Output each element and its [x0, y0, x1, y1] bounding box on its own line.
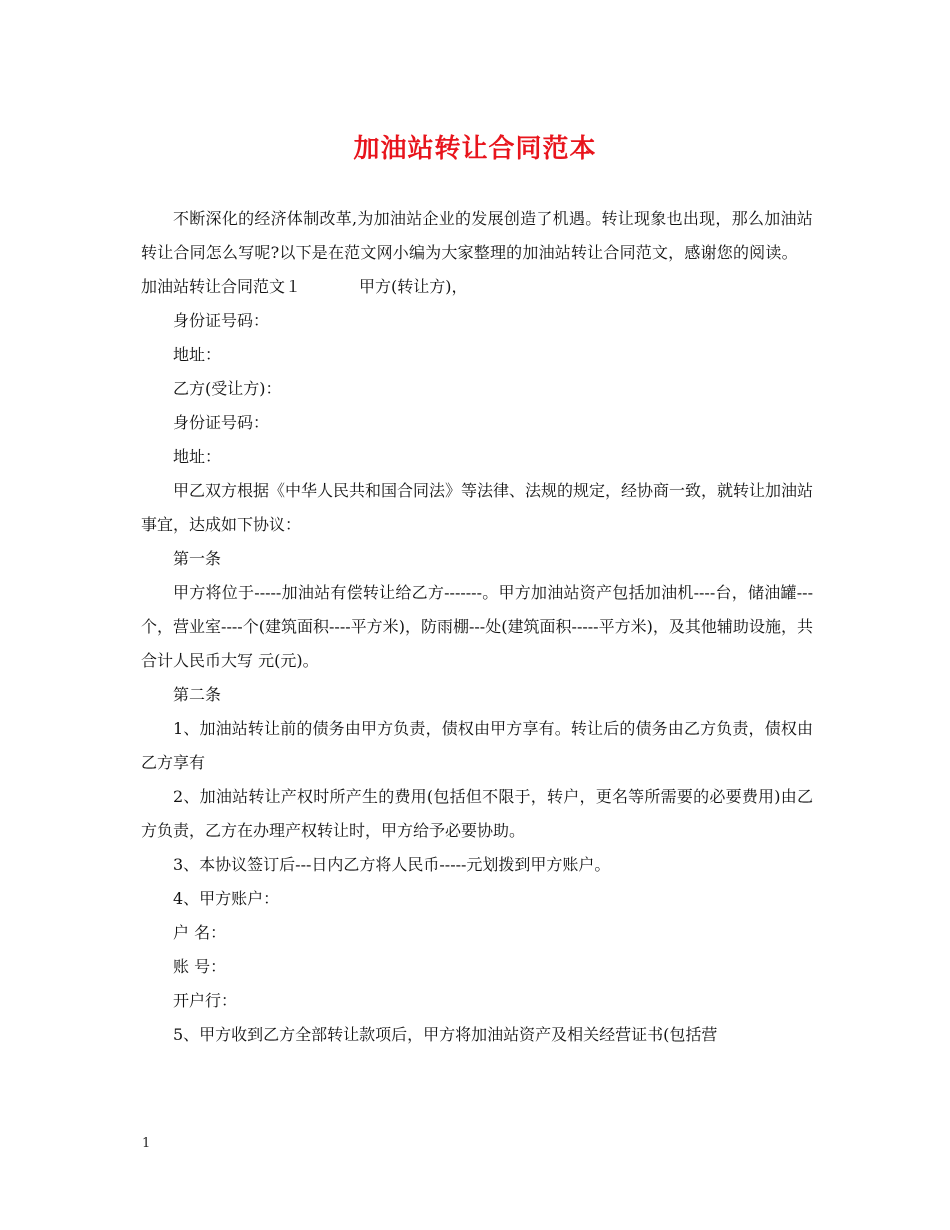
party-a-label: 甲方(转让方)， — [359, 277, 468, 296]
account-number: 账 号： — [173, 957, 227, 976]
party-a-id: 身份证号码： — [173, 311, 270, 330]
document-body — [141, 202, 813, 1052]
sample-heading: 加油站转让合同范文１ — [141, 277, 302, 296]
clause-5: 5、甲方收到乙方全部转让款项后，甲方将加油站资产及相关经营证书(包括营 — [173, 1025, 718, 1044]
party-b-address: 地址： — [173, 447, 222, 466]
account-bank: 开户行： — [173, 991, 238, 1010]
clause-2: 2、加油站转让产权时所产生的费用(包括但不限于，转户，更名等所需要的必要费用)由乙方负责，乙方在办理产权转让时，甲方给予必要协助。 — [141, 787, 813, 840]
preamble-paragraph: 甲乙双方根据《中华人民共和国合同法》等法律、法规的规定，经协商一致，就转让加油站事宜，达成如下协议： — [141, 481, 814, 534]
party-b-label: 乙方(受让方)： — [173, 379, 282, 398]
party-b-id: 身份证号码： — [173, 413, 270, 432]
page-number: 1 — [142, 1136, 151, 1151]
account-name: 户 名： — [173, 923, 227, 942]
article-1-text: 甲方将位于-----加油站有偿转让给乙方-------。甲方加油站资产包括加油机----台，储油罐---个，营业室----个(建筑面积----平方米)，防雨棚---处(建筑面积-----平方米)，及其他辅助设施，共合计人民币大写 元(元)。 — [141, 583, 813, 670]
intro-paragraph: 不断深化的经济体制改革,为加油站企业的发展创造了机遇。转让现象也出现，那么加油站转让合同怎么写呢?以下是在范文网小编为大家整理的加油站转让合同范文，感谢您的阅读。 — [141, 209, 813, 262]
clause-3: 3、本协议签订后---日内乙方将人民币-----元划拨到甲方账户。 — [173, 855, 611, 874]
party-a-address: 地址： — [173, 345, 222, 364]
article-2-heading: 第二条 — [173, 685, 222, 704]
clause-1: 1、加油站转让前的债务由甲方负责，债权由甲方享有。转让后的债务由乙方负责，债权由乙方享有 — [141, 719, 813, 772]
sample-heading-line — [141, 270, 813, 304]
article-1-heading: 第一条 — [173, 549, 222, 568]
clause-4: 4、甲方账户： — [173, 889, 280, 908]
document-title: 加油站转让合同范本 — [353, 134, 597, 164]
